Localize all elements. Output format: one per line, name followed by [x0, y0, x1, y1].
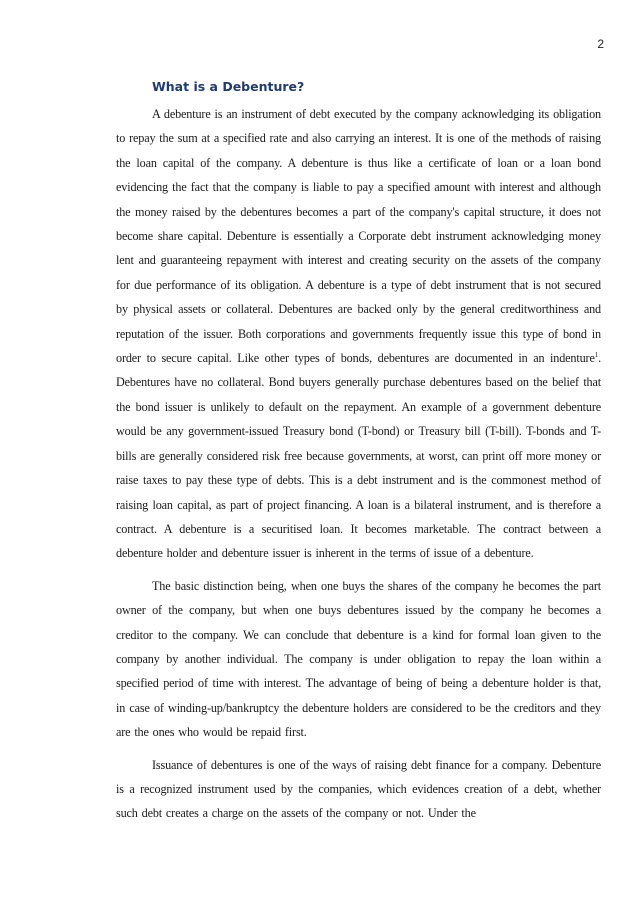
page-body [116, 78, 601, 826]
paragraph-definition [116, 102, 601, 566]
page-number: 2 [597, 37, 604, 51]
paragraph-text: A debenture is an instrument of debt executed by the company acknowledging its obligation to repay the sum at a specified rate and also carrying an interest. It is one of the methods of raising the loan capital of the company. A debenture is thus like a certificate of loan or a loan bond evidencing the fact that the company is liable to pay a specified amount with interest and although the money raised by the debentures becomes a part of the company's capital structure, it does not become share capital. Debenture is essentially a Corporate debt instrument acknowledging money lent and guaranteeing repayment with interest and creating security on the assets of the company for due performance of its obligation. A debenture is a type of debt instrument that is not secured by physical assets or collateral. Debentures are backed only by the general creditworthiness and reputation of the issuer. Both corporations and governments frequently issue this type of bond in order to secure capital. Like other types of bonds, debentures are documented in an indenture [116, 107, 601, 366]
section-heading: What is a Debenture? [152, 79, 305, 94]
paragraph-distinction: The basic distinction being, when one buys the shares of the company he becomes the part owner of the company, but when one buys debentures issued by the company he becomes a creditor to the company. We can conclude that debenture is a kind for formal loan given to the company by another individual. The company is under obligation to repay the loan within a specified period of time with interest. The advantage of being of being a debenture holder is that, in case of winding-up/bankruptcy the debenture holders are considered to be the creditors and they are the ones who would be repaid first. [116, 578, 601, 740]
paragraph-text-continued: . Debentures have no collateral. Bond buyers generally purchase debentures based on the belief that the bond issuer is unlikely to default on the repayment. An example of a government debenture would be any government-issued Treasury bond (T-bond) or Treasury bill (T-bill). T-bonds and T-bills are generally considered risk free because governments, at worst, can print off more money or raise taxes to pay these type of debts. This is a debt instrument and is the commonest method of raising loan capital, as part of project financing. A loan is a bilateral instrument, and is therefore a contract. A debenture is a securitised loan. It becomes marketable. The contract between a debenture holder and debenture issuer is inherent in the terms of issue of a debenture. [116, 351, 601, 561]
footnote-marker[interactable]: 1 [594, 351, 599, 359]
paragraph-issuance: Issuance of debentures is one of the ways of raising debt finance for a company. Debenture is a recognized instrument used by the companies, which evidences creation of a debt, whether such debt creates a charge on the assets of the company or not. Under the [116, 757, 601, 821]
